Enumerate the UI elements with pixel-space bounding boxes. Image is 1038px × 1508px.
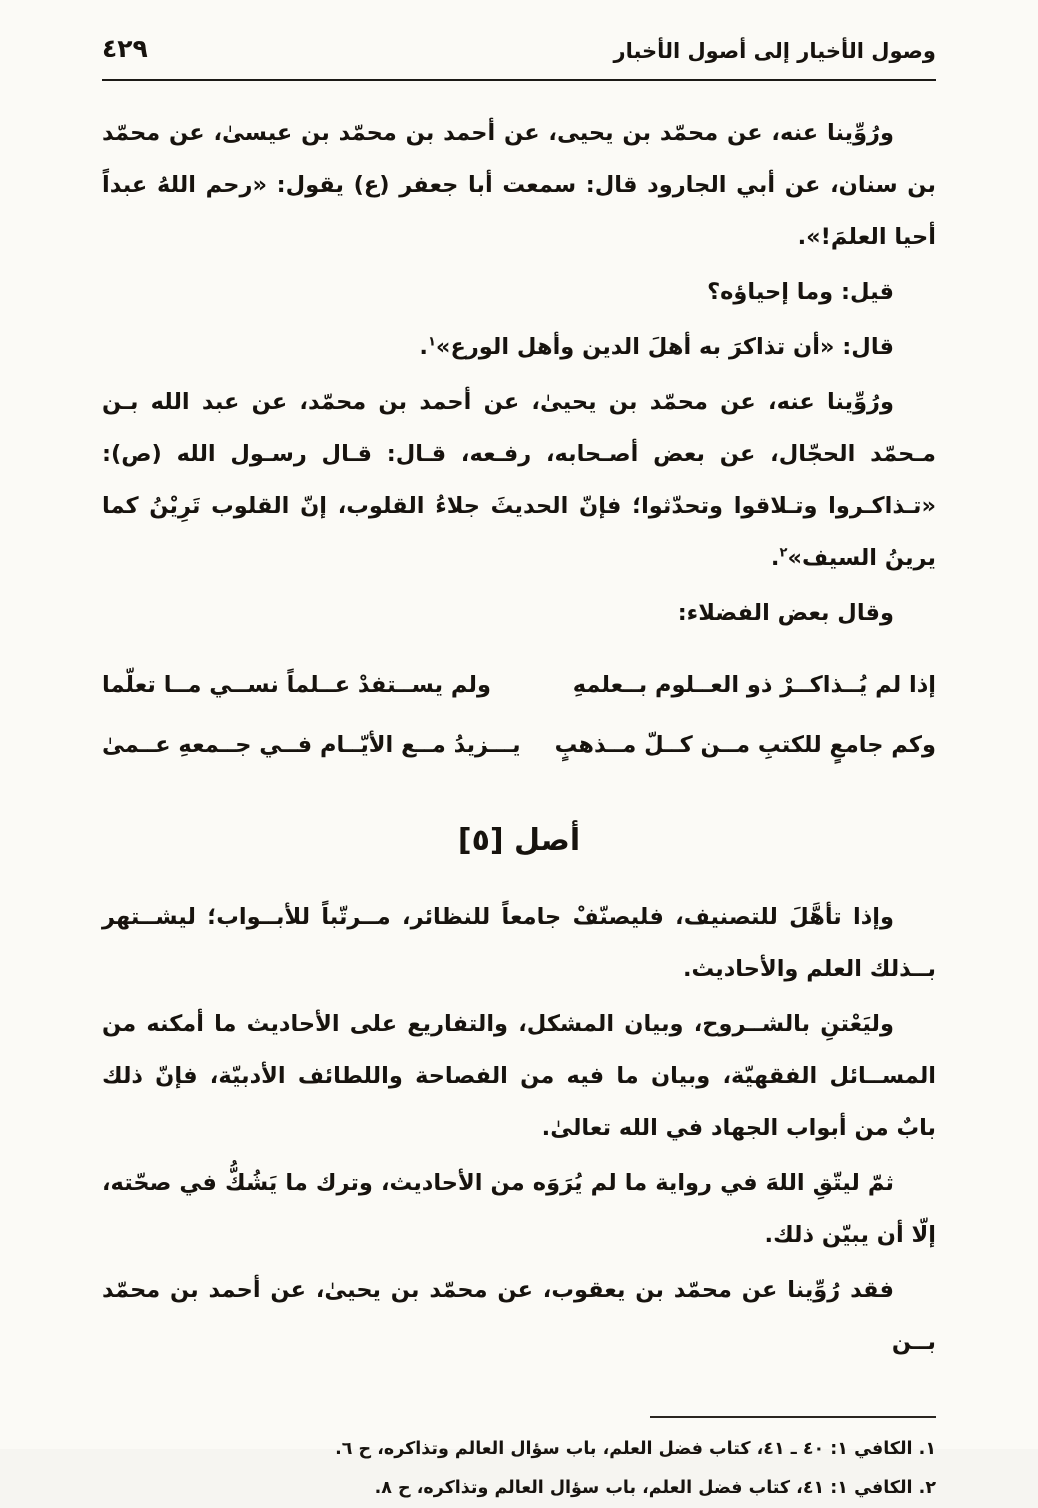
poetry-block [102, 655, 936, 775]
footnote-marker: ١ [427, 334, 436, 350]
paragraph-text: وليَعْتنِ بالشــروح، وبيان المشكل، والتفاريع على الأحاديث ما أمكنه من المســائل الفقهيّة، وبيان ما فيه من الفصاحة واللطائف الأدبيّة، فإنّ ذلك بابٌ من أبواب الجهاد في الله تعالىٰ. [102, 1011, 936, 1141]
paragraph [102, 1157, 936, 1261]
paragraph [102, 587, 936, 639]
hemistich-left: يـــزيدُ مــع الأيّــام فــي جــمعهِ عــمىٰ [102, 732, 521, 758]
paragraph-text: قال: «أن تذاكرَ به أهلَ الدين وأهل الورع» [435, 334, 894, 360]
paragraph-tail: . [419, 334, 428, 360]
paragraph [102, 376, 936, 584]
footnote-marker: ٢ [779, 545, 788, 561]
paragraph-text: قيل: وما إحياؤه؟ [707, 279, 894, 305]
paragraph [102, 1264, 936, 1368]
footnote-rule [650, 1416, 936, 1418]
paragraph-text: ثمّ ليتّقِ اللهَ في رواية ما لم يُرَوَه من الأحاديث، وترك ما يَشُكُّ في صحّته، إلّا أن يبيّن ذلك. [102, 1170, 936, 1248]
footnote: ٢. الكافي ١: ٤١، كتاب فضل العلم، باب سؤال العالم وتذاكره، ح ٨. [374, 1478, 936, 1498]
hemistich-right: وكم جامعٍ للكتبِ مــن كــلّ مــذهبٍ [554, 732, 936, 758]
footnotes [102, 1416, 936, 1508]
paragraph-text: وإذا تأهَّلَ للتصنيف، فليصنّفْ جامعاً للنظائر، مــرتّباً للأبــواب؛ ليشــتهر بــذلك العلم والأحاديث. [102, 904, 936, 982]
page-header [102, 34, 936, 63]
book-title: وصول الأخيار إلى أصول الأخبار [613, 39, 936, 63]
paragraph-tail: . [770, 545, 780, 571]
footnote: ١. الكافي ١: ٤٠ ـ ٤١، كتاب فضل العلم، باب سؤال العالم وتذاكره، ح ٦. [335, 1439, 936, 1459]
header-rule [102, 79, 936, 81]
page-number: ٤٢٩ [102, 34, 148, 63]
paragraph-text: وقال بعض الفضلاء: [677, 600, 894, 626]
poetry-line [102, 655, 936, 715]
hemistich-right: إذا لم يُــذاكــرْ ذو العــلوم بــعلمهِ [572, 672, 936, 698]
paragraph [102, 998, 936, 1154]
text-body [102, 107, 936, 1508]
paragraph [102, 107, 936, 263]
poetry-line [102, 715, 936, 775]
paragraph [102, 266, 936, 318]
section-heading: أصل [٥] [457, 823, 581, 858]
paragraph [102, 891, 936, 995]
paragraph-text: فقد رُوِّينا عن محمّد بن يعقوب، عن محمّد بن يحيىٰ، عن أحمد بن محمّد بــن [102, 1277, 936, 1355]
paragraph-text: ورُوِّينا عنه، عن محمّد بن يحيى، عن أحمد بن محمّد بن عيسىٰ، عن محمّد بن سنان، عن أبي الجارود قال: سمعت أبا جعفر (ع) يقول: «رحم اللهُ عبداً أحيا العلمَ!». [102, 120, 936, 250]
paragraph [102, 321, 936, 373]
hemistich-left: ولم يســتفدْ عــلماً نســي مــا تعلّما [102, 672, 491, 698]
paragraph-text: ورُوِّينا عنه، عن محمّد بن يحيىٰ، عن أحمد بن محمّد، عن عبد الله بـن مـحمّد الحجّال، عن بعض أصـحابه، رفـعه، قـال: قـال رسـول الله (ص): «تـذاكـروا وتـلاقوا وتحدّثوا؛ فإنّ الحديثَ جلاءُ القلوب، إنّ القلوب تَرِيْنُ كما يرينُ السيف» [102, 389, 936, 571]
